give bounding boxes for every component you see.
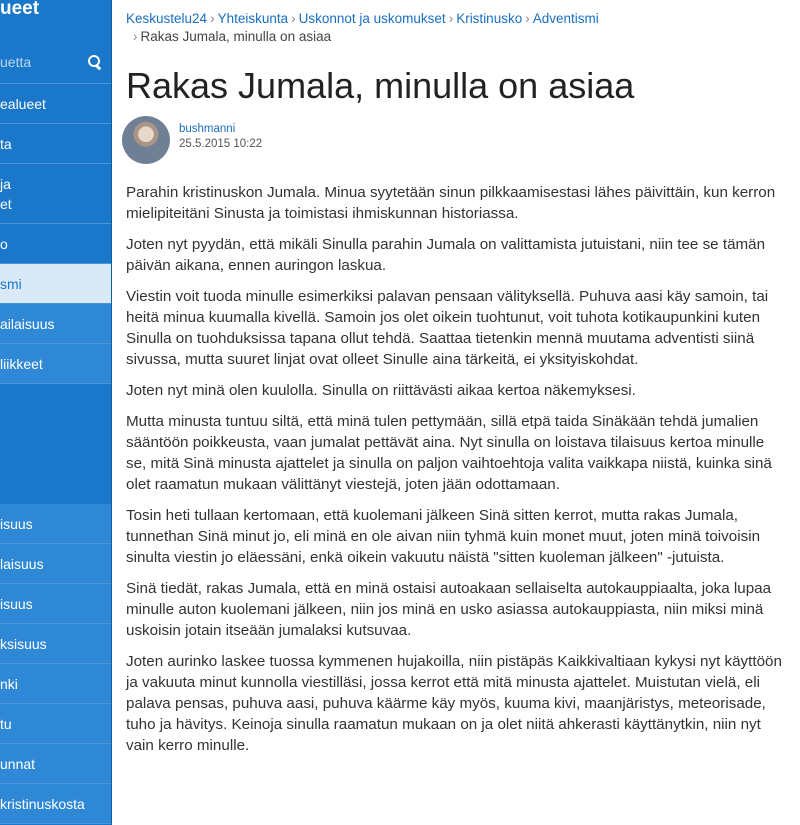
sidebar-item	[0, 424, 111, 464]
sidebar-item[interactable]: tu	[0, 704, 111, 744]
search-input[interactable]: uetta	[0, 53, 32, 70]
post-paragraph: Sinä tiedät, rakas Jumala, että en minä ostaisi autoakaan sellaiselta autokauppiaalta, joka lupaa minulle auton kuolemani jälkeen, niin jos minä en usko asiassa autokauppiasta, niin miksi minä uskoisin jotain itseään jumalaksi kutsuvaa.	[126, 580, 772, 639]
sidebar-item[interactable]: ailaisuus	[0, 304, 111, 344]
chevron-right-icon: ›	[291, 11, 296, 26]
sidebar-header: ueet	[0, 0, 40, 19]
sidebar-item[interactable]: kristinuskosta	[0, 784, 111, 824]
post-paragraph: Joten nyt pyydän, että mikäli Sinulla parahin Jumala on valittamista jutuistani, niin tee se tämän päivän aikana, ennen auringon laskua.	[126, 236, 766, 274]
author-name[interactable]: bushmanni	[179, 123, 236, 135]
avatar[interactable]	[122, 116, 170, 164]
post-paragraph: Parahin kristinuskon Jumala. Minua syytetään sinun pilkkaamisestasi lähes päivittäin, kun kerron mielipiteitäni Sinusta ja toimistasi ihmiskunnan historiassa.	[126, 184, 776, 222]
sidebar-item[interactable]: nki	[0, 664, 111, 704]
post-paragraph: Joten nyt minä olen kuulolla. Sinulla on riittävästi aikaa kertoa näkemyksesi.	[126, 382, 636, 399]
sidebar-menu	[0, 84, 111, 824]
sidebar-item[interactable]: ksisuus	[0, 624, 111, 664]
main-content	[126, 0, 786, 766]
post-paragraph: Mutta minusta tuntuu siltä, että minä tulen pettymään, sillä etpä taida Sinäkään tehdä jumalien sääntöön poikkeusta, vaan jumalat pettävät aina. Nyt sinulla on loistava tilaisuus kertoa minulle se, mitä Sinä minusta ajattelet ja sinulla on paljon vaihtoehtoja valita vaikkapa niistä, kuinka sinä olet raamatun mukaan välittänyt viestejä, joten jään odottamaan.	[126, 413, 772, 493]
post-date: 25.5.2015 10:22	[179, 138, 263, 150]
chevron-right-icon: ›	[448, 11, 454, 26]
breadcrumb-link[interactable]: Adventismi	[532, 11, 599, 26]
breadcrumb-link[interactable]: Yhteiskunta	[217, 11, 289, 26]
post-paragraph: Viestin voit tuoda minulle esimerkiksi palavan pensaan välityksellä. Puhuva aasi käy samoin, tai heitä minua kuumalla kivellä. Samoin jos olet oikein tuohtunut, voit tuhota kotikaupunkini kuten Sinulla on tuohduksissa tapana ollut tehdä. Saattaa tietenkin mennä muutama adventisti siinä sivussa, mutta suuret linjat ovat olleet Sinulle aina tärkeitä, ei yksityiskohdat.	[126, 288, 769, 368]
search-icon[interactable]	[87, 54, 103, 70]
breadcrumb-link[interactable]: Kristinusko	[456, 11, 523, 26]
post-body	[126, 182, 786, 756]
sidebar-item[interactable]: isuus	[0, 584, 111, 624]
sidebar-item[interactable]: o	[0, 224, 111, 264]
page-title: Rakas Jumala, minulla on asiaa	[126, 65, 635, 106]
post-paragraph: Tosin heti tullaan kertomaan, että kuolemani jälkeen Sinä sitten kerrot, mutta rakas Jumala, tunnethan Sinä minut jo, eli minä en ole aivan niin tyhmä kuin monet muut, joten minä toivoisin sinulta viestin jo eläessäni, enkä oikein vakuutu näistä "sitten kuoleman jälkeen" -jutuista.	[126, 507, 761, 566]
breadcrumb	[126, 0, 786, 46]
sidebar-item	[0, 464, 111, 504]
sidebar	[0, 0, 112, 825]
sidebar-item[interactable]: smi	[0, 264, 111, 304]
sidebar-item[interactable]: ealueet	[0, 84, 111, 124]
chevron-right-icon: ›	[210, 11, 215, 26]
chevron-right-icon: ›	[525, 11, 530, 26]
sidebar-item[interactable]: ta	[0, 124, 111, 164]
sidebar-item[interactable]: isuus	[0, 504, 111, 544]
chevron-right-icon: ›	[133, 29, 138, 44]
sidebar-item[interactable]: ja et	[0, 164, 111, 224]
breadcrumb-link[interactable]: Uskonnot ja uskomukset	[298, 11, 446, 26]
sidebar-search[interactable]	[0, 40, 111, 84]
sidebar-item[interactable]: laisuus	[0, 544, 111, 584]
sidebar-item	[0, 384, 111, 424]
post-paragraph: Joten aurinko laskee tuossa kymmenen hujakoilla, niin pistäpäs Kaikkivaltiaan kykysi nyt käyttöön ja vakuuta minut kunnolla viestilläsi, jossa kerrot että mitä minusta ajattelet. Muistutan vielä, eli palava pensas, puhuva aasi, puhuva käärme käy myös, kuuma kivi, maanjäristys, meteorisade, tuho ja hävitys. Keinoja sinulla raamatun mukaan on ja olet niitä ahkerasti käyttänytkin, niin nyt vain kerro minulle.	[126, 653, 782, 754]
sidebar-item[interactable]: unnat	[0, 744, 111, 784]
author-block	[126, 116, 786, 164]
breadcrumb-link[interactable]: Keskustelu24	[126, 11, 208, 26]
breadcrumb-current: Rakas Jumala, minulla on asiaa	[140, 29, 332, 44]
sidebar-item[interactable]: liikkeet	[0, 344, 111, 384]
